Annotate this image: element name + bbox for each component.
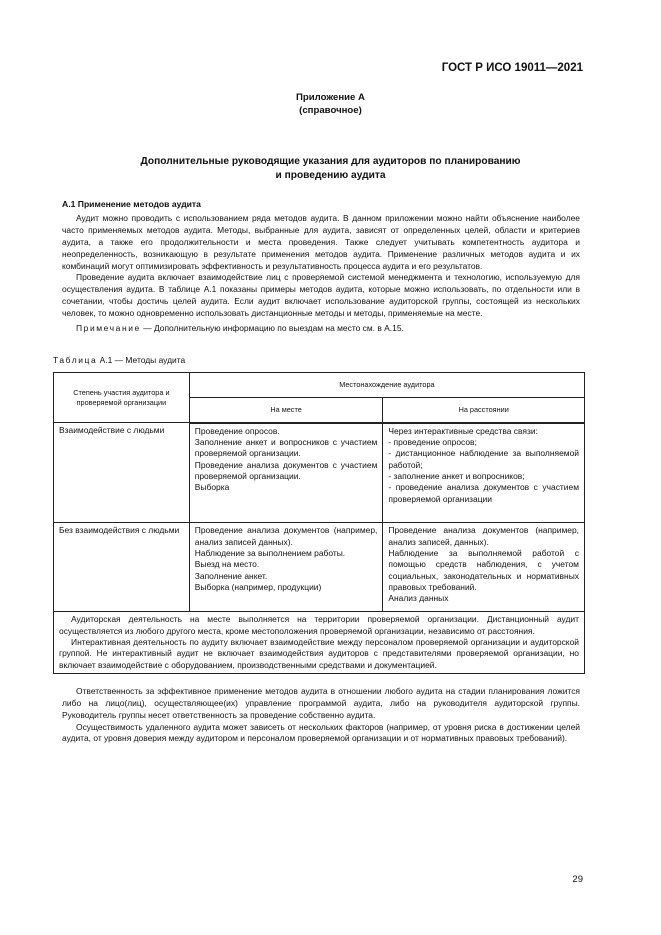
appendix-title: Приложение А bbox=[296, 92, 365, 103]
main-title-line-1: Дополнительные руководящие указания для аудиторов по планированию bbox=[140, 156, 521, 167]
table-note bbox=[54, 612, 585, 673]
row-1-remote: Через интерактивные средства связи: - проведение опросов; - дистанционное наблюдение за выполняемой работой; - заполнение анкет и вопросников; - проведение анализа документов с участием проверяемой организации bbox=[383, 423, 585, 523]
row-2-remote: Проведение анализа документов (например, анализ записей, данных). Наблюдение за выполняемой работой с помощью средств наблюдения, с учетом социальных, законодательных и нормативных правовых требований. Анализ данных bbox=[383, 523, 585, 612]
section-note bbox=[62, 323, 580, 335]
header-onsite: На месте bbox=[189, 397, 383, 423]
table-row bbox=[54, 423, 585, 523]
table-caption-rest: А.1 — Методы аудита bbox=[97, 354, 186, 365]
appendix-heading bbox=[0, 91, 661, 117]
table-row bbox=[54, 523, 585, 612]
appendix-subtitle: (справочное) bbox=[299, 105, 362, 116]
row-1-onsite: Проведение опросов. Заполнение анкет и вопросников с участием проверяемой организации. Проведение анализа документов с участием проверяемой организации. Выборка bbox=[189, 423, 383, 523]
header-degree: Степень участия аудитора и проверяемой организации bbox=[54, 372, 190, 423]
closing-text bbox=[62, 686, 580, 746]
table-note-paragraph-1: Аудиторская деятельность на месте выполняется на территории проверяемой организации. Дистанционный аудит осуществляется из любого другого места, кроме местоположения проверяемой организации, независимо от расстояния. bbox=[59, 614, 579, 636]
table-caption bbox=[53, 355, 580, 367]
main-content bbox=[53, 199, 580, 745]
audit-methods-table bbox=[53, 372, 585, 674]
table-caption-label: Таблица bbox=[53, 354, 98, 365]
row-1-degree: Взаимодействие с людьми bbox=[54, 423, 190, 523]
page-number: 29 bbox=[572, 874, 583, 885]
header-remote: На расстоянии bbox=[383, 397, 585, 423]
note-label: Примечание bbox=[76, 323, 141, 334]
row-2-degree: Без взаимодействия с людьми bbox=[54, 523, 190, 612]
main-title bbox=[90, 155, 571, 183]
main-title-line-2: и проведению аудита bbox=[275, 170, 386, 181]
standard-designation: ГОСТ Р ИСО 19011—2021 bbox=[441, 62, 583, 74]
row-2-onsite: Проведение анализа документов (например, анализ записей данных). Наблюдение за выполнением работы. Выезд на место. Заполнение анкет. Выборка (например, продукции) bbox=[189, 523, 383, 612]
header-location: Местонахождение аудитора bbox=[189, 372, 584, 397]
section-paragraph-2: Проведение аудита включает взаимодействие лиц с проверяемой системой менеджмента и технологию, используемую для осуществления аудита. В таблице А.1 показаны примеры методов аудита, которые можно использовать, по отдельности или в сочетании, чтобы достичь целей аудита. Если аудит включает использование аудиторской группы, состоящей из нескольких человек, то можно одновременно использовать дистанционные методы и методы, применяемые на месте. bbox=[62, 272, 580, 319]
closing-paragraph-1: Ответственность за эффективное применение методов аудита в отношении любого аудита на стадии планирования ложится либо на лицо(лиц), осуществляющее(их) управление программой аудита, либо на руководителя аудиторской группы. Руководитель группы несет ответственность за проведение собственно аудита. bbox=[62, 685, 580, 720]
section-title: А.1 Применение методов аудита bbox=[62, 199, 201, 209]
table-note-paragraph-2: Интерактивная деятельность по аудиту включает взаимодействие между персоналом проверяемой организации и аудиторской группой. Не интерактивный аудит не включает взаимодействия аудиторов с представителями проверяемой организации, но включает взаимодействие с оборудованием, производственными средствами и документацией. bbox=[59, 636, 579, 670]
note-text: — Дополнительную информацию по выездам на место см. в А.15. bbox=[140, 323, 404, 334]
closing-paragraph-2: Осуществимость удаленного аудита может зависеть от нескольких факторов (например, от уровня риска в достижении целей аудита, от уровня доверия между аудитором и персоналом проверяемой организации и от нормативных правовых требований). bbox=[62, 721, 580, 744]
section-paragraph-1: Аудит можно проводить с использованием ряда методов аудита. В данном приложении можно найти объяснение наиболее часто применяемых методов аудита. Методы, выбранные для аудита, зависят от определенных целей, области и критериев аудита, а также его продолжительности и места проведения. Также следует учитывать компетентность аудитора и неопределенность, возникающую в результате применения методов аудита. Применение различных методов аудита и их комбинаций могут оптимизировать эффективность и результативность процесса аудита и его результатов. bbox=[62, 212, 580, 271]
